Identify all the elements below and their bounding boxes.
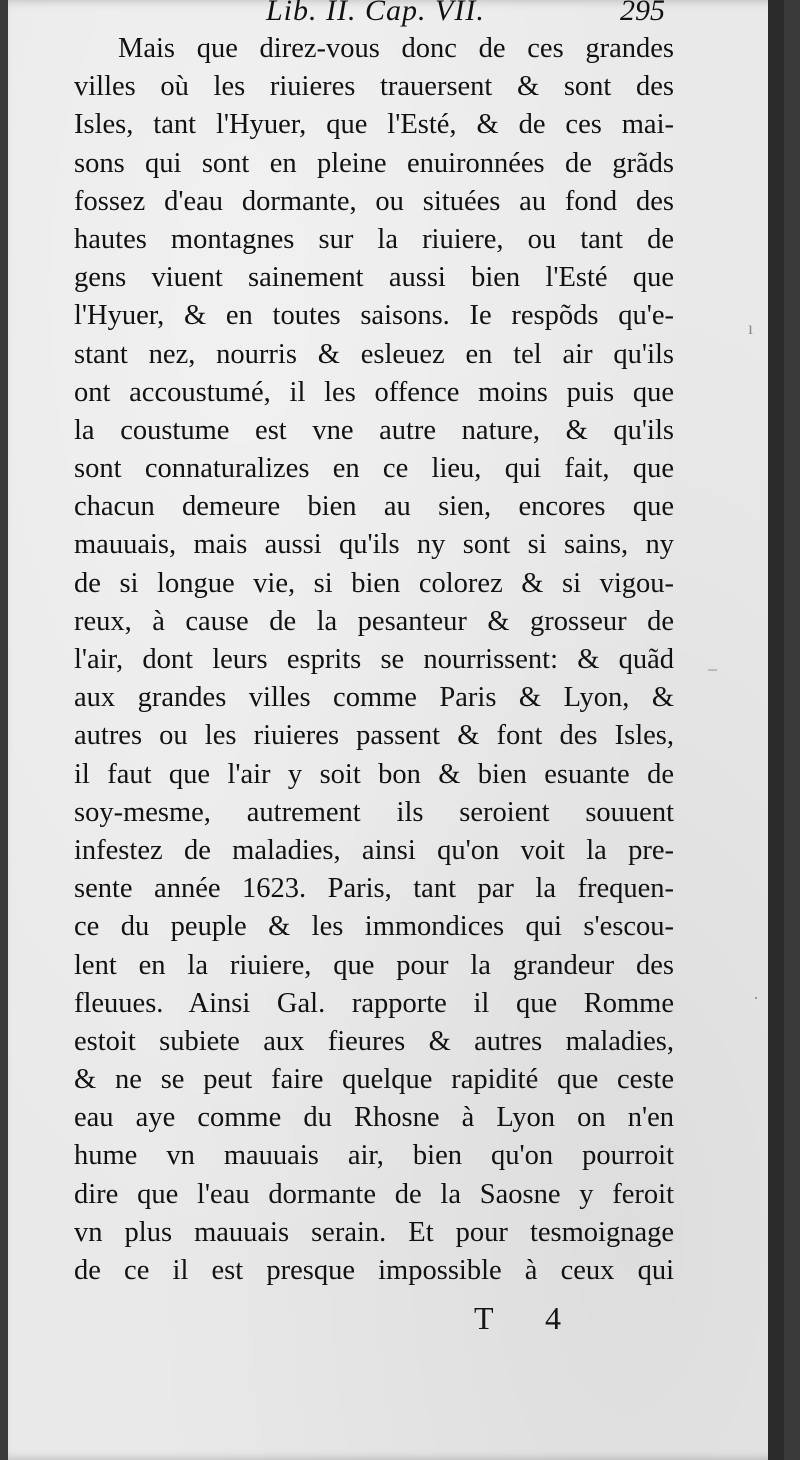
- text-line: gens viuent sainement aussi bien l'Esté que: [74, 262, 674, 294]
- text-line: stant nez, nourris & esleuez en tel air qu'ils: [74, 338, 674, 370]
- text-line: vn plus mauuais serain. Et pour tesmoignage: [74, 1216, 674, 1248]
- page-edge-shadow: [768, 0, 784, 1460]
- text-line: il faut que l'air y soit bon & bien esuante de: [74, 758, 674, 790]
- text-line: reux, à cause de la pesanteur & grosseur de: [74, 605, 674, 637]
- text-line: aux grandes villes comme Paris & Lyon, &: [74, 682, 674, 714]
- text-line: & ne se peut faire quelque rapidité que ceste: [74, 1064, 674, 1096]
- text-line: fossez d'eau dormante, ou situées au fond des: [74, 185, 674, 217]
- page-header: [8, 0, 784, 34]
- text-line: l'Hyuer, & en toutes saisons. Ie respõds qu'e-: [74, 300, 674, 332]
- page-number: 295: [620, 0, 665, 27]
- margin-mark: ı: [748, 318, 754, 338]
- text-line: hume vn mauuais air, bien qu'on pourroit: [74, 1140, 674, 1172]
- text-line: villes où les riuieres trauersent & sont des: [74, 71, 674, 103]
- text-line: lent en la riuiere, que pour la grandeur des: [74, 949, 674, 981]
- text-line: Isles, tant l'Hyuer, que l'Esté, & de ces mai-: [74, 109, 674, 141]
- text-line: infestez de maladies, ainsi qu'on voit la pre-: [74, 834, 674, 866]
- text-line: eau aye comme du Rhosne à Lyon on n'en: [74, 1102, 674, 1134]
- margin-mark: ·: [753, 988, 759, 1008]
- text-line: sons qui sont en pleine enuironnées de grãds: [74, 147, 674, 179]
- running-head: Lib. II. Cap. VII.: [266, 0, 485, 27]
- body-text: [74, 30, 674, 1290]
- text-line: dire que l'eau dormante de la Saosne y feroit: [74, 1178, 674, 1210]
- text-line: chacun demeure bien au sien, encores que: [74, 491, 674, 523]
- signature-mark: T 4: [474, 1300, 583, 1336]
- text-line: estoit subiete aux fieures & autres maladies,: [74, 1025, 674, 1057]
- text-line: de si longue vie, si bien colorez & si vigou-: [74, 567, 674, 599]
- book-page: [8, 0, 784, 1460]
- text-line: mauuais, mais aussi qu'ils ny sont si sains, ny: [74, 529, 674, 561]
- text-line: sont connaturalizes en ce lieu, qui fait, que: [74, 453, 674, 485]
- text-line: fleuues. Ainsi Gal. rapporte il que Romme: [74, 987, 674, 1019]
- text-line: la coustume est vne autre nature, & qu'ils: [74, 414, 674, 446]
- text-line: sente année 1623. Paris, tant par la frequen-: [74, 873, 674, 905]
- text-line: Mais que direz-vous donc de ces grandes: [118, 33, 674, 64]
- text-line: autres ou les riuieres passent & font des Isles,: [74, 720, 674, 752]
- text-line: ce du peuple & les immondices qui s'escou-: [74, 911, 674, 943]
- text-line: ont accoustumé, il les offence moins puis que: [74, 376, 674, 408]
- text-line: hautes montagnes sur la riuiere, ou tant de: [74, 223, 674, 255]
- text-line: soy-mesme, autrement ils seroient souuent: [74, 796, 674, 828]
- text-line: de ce il est presque impossible à ceux qui: [74, 1255, 674, 1286]
- margin-mark: _: [708, 652, 717, 672]
- text-line: l'air, dont leurs esprits se nourrissent: & quãd: [74, 644, 674, 675]
